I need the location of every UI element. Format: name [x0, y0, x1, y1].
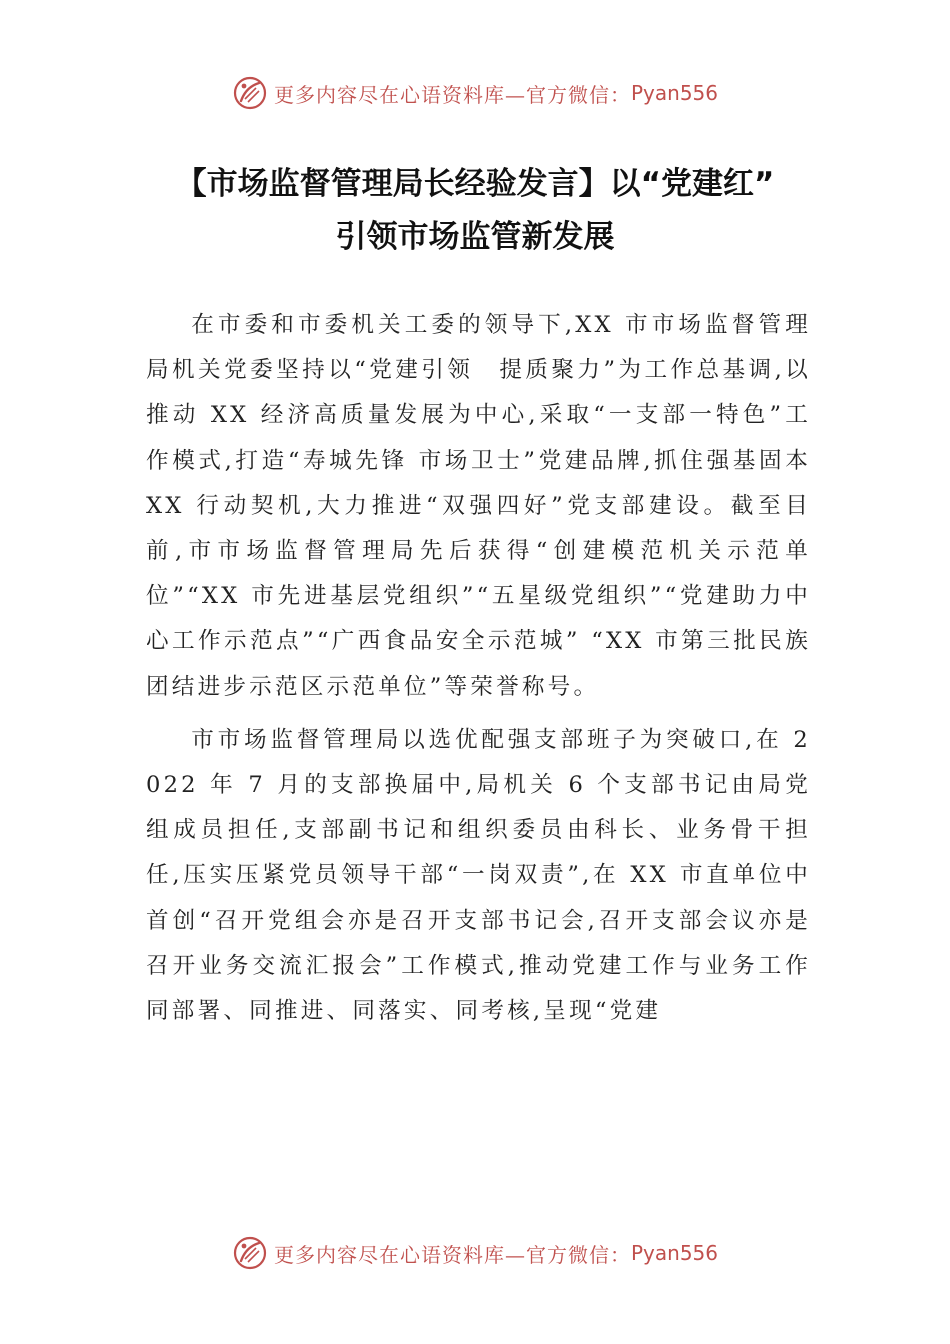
wechat-handle: Pyan556 [630, 81, 718, 105]
title-line-2: 引领市场监管新发展 [335, 219, 615, 255]
title-line-1: 【市场监督管理局长经验发言】以“党建红” [175, 166, 775, 202]
wechat-handle: Pyan556 [630, 1241, 718, 1265]
paragraph-1: 在市委和市委机关工委的领导下,XX 市市场监督管理局机关党委坚持以“党建引领 提质聚力”为工作总基调,以推动 XX 经济高质量发展为中心,采取“一支部一特色”工作模式,打造“寿城先锋 市场卫士”党建品牌,抓住强基固本 XX 行动契机,大力推进“双强四好”党支部建设。截至目前,市市场监督管理局先后获得“创建模范机关示范单位”“XX 市先进基层党组织”“五星级党组织”“党建助力中心工作示范点”“广西食品安全示范城” “XX 市第三批民族团结进步示范区示范单位”等荣誉称号。 [146, 312, 811, 700]
header-banner [0, 71, 950, 115]
footer-banner [0, 1231, 950, 1275]
banner-text: 更多内容尽在心语资料库—官方微信： [273, 82, 631, 107]
article-body [146, 303, 811, 1042]
page-title [120, 158, 830, 264]
paragraph-2: 市市场监督管理局以选优配强支部班子为突破口,在 2022 年 7 月的支部换届中,局机关 6 个支部书记由局党组成员担任,支部副书记和组织委员由科长、业务骨干担任,压实压紧党员领导干部“一岗双责”,在 XX 市直单位中首创“召开党组会亦是召开支部书记会,召开支部会议亦是召开业务交流汇报会”工作模式,推动党建工作与业务工作同部署、同推进、同落实、同考核,呈现“党建 [146, 726, 811, 1025]
logo-icon [232, 75, 268, 111]
banner-text: 更多内容尽在心语资料库—官方微信： [273, 1242, 631, 1267]
logo-icon [232, 1235, 268, 1271]
